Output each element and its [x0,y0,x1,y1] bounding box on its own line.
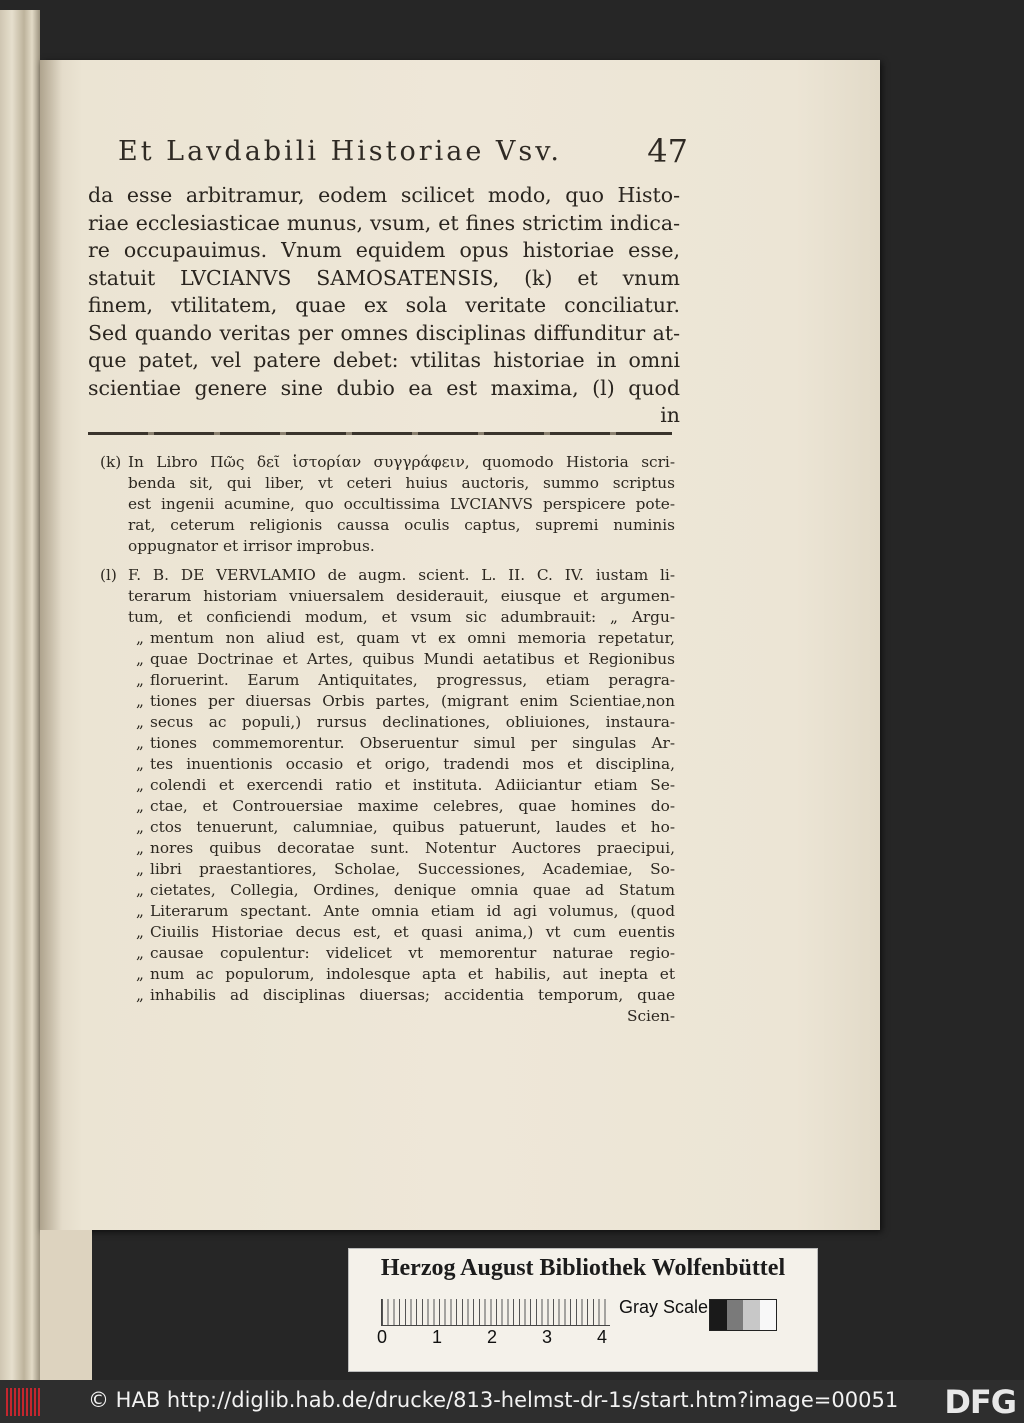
footnote-label: (k) [100,453,122,471]
swatch [760,1300,777,1330]
text-line: finem, vtilitatem, quae ex sola veritate conciliatur. [88,293,680,317]
footnote-line: terarum historiam vniuersalem desiderauit, eiusque et argumen- [128,587,675,605]
footnote-line: est ingenii acumine, quo occultissima LVCIANVS perspicere pote- [128,495,675,513]
quoted-line: „ cietates, Collegia, Ordines, denique omnia quae ad Statum [100,880,675,901]
quoted-line: „ mentum non aliud est, quam vt ex omni memoria repetatur, [100,628,675,649]
text-line: re occupauimus. Vnum equidem opus historiae esse, [88,238,680,262]
gray-swatches [709,1299,777,1331]
quoted-line: „ ctos tenuerunt, calumniae, quibus patuerunt, laudes et ho- [100,817,675,838]
quoted-line: „ Literarum spectant. Ante omnia etiam id agi volumus, (quod [100,901,675,922]
quoted-line: „ quae Doctrinae et Artes, quibus Mundi aetatibus et Regionibus [100,649,675,670]
quoted-line: „ tiones per diuersas Orbis partes, (migrant enim Scientiae,non [100,691,675,712]
main-text [88,182,680,430]
footnote-line: F. B. DE VERVLAMIO de augm. scient. L. II. C. IV. iustam li- [128,566,675,584]
footnote-k [100,452,675,557]
page-number: 47 [647,132,688,170]
swatch [743,1300,760,1330]
footnote-label: (l) [100,566,117,584]
catchword: Scien- [626,1007,675,1025]
text-line: que patet, vel patere debet: vtilitas historiae in omni [88,348,680,372]
footnote-l [100,565,675,1027]
spine-shadow [40,60,62,1230]
scale-number: 1 [432,1327,443,1347]
quoted-line: „ ctae, et Controuersiae maxime celebres, quae homines do- [100,796,675,817]
scale-number: 4 [597,1327,608,1347]
quoted-line: „ Ciuilis Historiae decus est, et quasi anima,) vt cum euentis [100,922,675,943]
catchword: in [660,403,680,427]
quoted-line: „ tiones commemorentur. Obseruentur simul per singulas Ar- [100,733,675,754]
text-line: riae ecclesiasticae munus, vsum, et fines strictim indica- [88,210,680,235]
page-header [118,132,688,176]
quoted-line: „ secus ac populi,) rursus declinationes, obliuiones, instaura- [100,712,675,733]
footnotes [100,452,675,1035]
quoted-line: „ colendi et exercendi ratio et instituta. Adiiciantur etiam Se- [100,775,675,796]
copyright-link[interactable]: © HAB http://diglib.hab.de/drucke/813-helmst-dr-1s/start.htm?image=00051 [88,1388,899,1412]
barcode-icon [6,1388,40,1416]
quoted-line: „ libri praestantiores, Scholae, Successiones, Academiae, So- [100,859,675,880]
footnote-line: rat, ceterum religionis caussa oculis captus, supremi numinis [128,516,675,534]
footnote-rule [88,432,672,435]
text-line: scientiae genere sine dubio ea est maxima, (l) quod [88,375,680,400]
running-title: Et Lavdabili Historiae Vsv. [118,136,562,167]
viewer-footer [0,1380,1024,1423]
scale-number: 2 [487,1327,498,1347]
quoted-line: „ inhabilis ad disciplinas diuersas; accidentia temporum, quae [100,985,675,1006]
footnote-line: benda sit, qui liber, vt ceteri huius auctoris, summo scriptus [128,474,675,492]
text-line: Sed quando veritas per omnes disciplinas diffunditur at- [88,320,680,345]
quoted-line: „ causae copulentur: videlicet vt memorentur naturae regio- [100,943,675,964]
scale-number: 0 [377,1327,388,1347]
quoted-line: „ tes inuentionis occasio et origo, tradendi mos et disciplina, [100,754,675,775]
footnote-line: oppugnator et irrisor improbus. [128,537,375,555]
swatch [727,1300,744,1330]
scale-number: 3 [542,1327,553,1347]
ruler-scale [381,1299,610,1326]
library-name: Herzog August Bibliothek Wolfenbüttel [380,1255,786,1281]
gray-scale-label: Gray Scale [619,1297,709,1317]
footnote-line: tum, et conficiendi modum, et vsum sic adumbrauit: „ Argu- [128,608,675,626]
page-edges [0,10,40,1380]
footnote-line: In Libro Πῶς δεῖ ἱστορίαν συγγράφειν, quomodo Historia scri- [128,453,675,471]
quoted-line: „ num ac populorum, indolesque apta et habilis, aut inepta et [100,964,675,985]
quoted-line: „ nores quibus decoratae sunt. Notentur Auctores praecipui, [100,838,675,859]
swatch [710,1300,727,1330]
library-label-card [348,1248,818,1372]
dfg-logo: DFG [944,1383,1016,1421]
page-edge-bottom [40,1230,92,1380]
quoted-line: „ floruerint. Earum Antiquitates, progressus, etiam peragra- [100,670,675,691]
text-line: da esse arbitramur, eodem scilicet modo, quo Histo- [88,183,680,207]
text-line: statuit LVCIANVS SAMOSATENSIS, (k) et vnum [88,265,680,290]
